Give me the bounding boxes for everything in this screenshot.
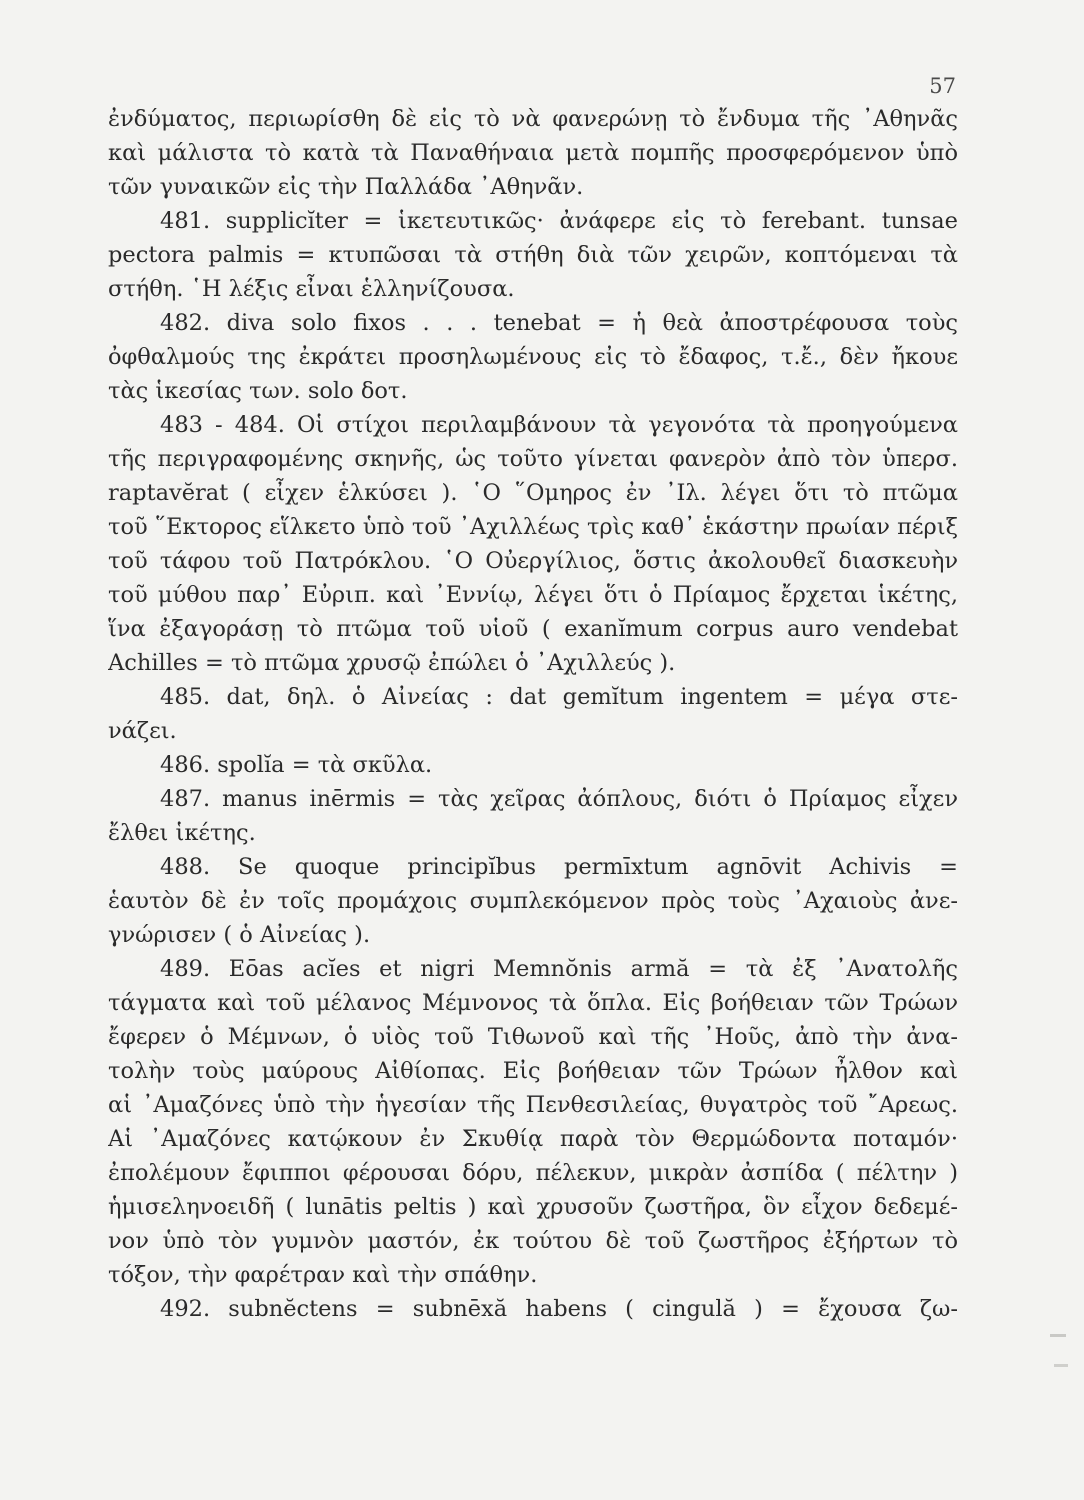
text-line: τοῦ ῞Εκτορος εἵλκετο ὑπὸ τοῦ ᾿Αχιλλέως τρὶς καθ᾿ ἑκάστην πρωίαν πέριξ [108,514,958,540]
text-line: ὀφθαλμούς της ἐκράτει προσηλωμένους εἰς τὸ ἔδαφος, τ.ἔ., δὲν ἤκουε [108,344,958,370]
text-line: τάγματα καὶ τοῦ μέλανος Μέμνονος τὰ ὅπλα. Εἰς βοήθειαν τῶν Τρώων [108,990,958,1016]
text-line: pectora palmis = κτυπῶσαι τὰ στήθη διὰ τῶν χειρῶν, κοπτόμεναι τὰ [108,242,958,268]
text-line: ἑαυτὸν δὲ ἐν τοῖς προμάχοις συμπλεκόμενον πρὸς τοὺς ᾿Αχαιοὺς ἀνε- [108,888,958,914]
text-line: ἔφερεν ὁ Μέμνων, ὁ υἱὸς τοῦ Τιθωνοῦ καὶ τῆς ᾿Ηοῦς, ἀπὸ τὴν ἀνα- [108,1024,958,1050]
text-line: 482. diva solo fixos . . . tenebat = ἡ θεὰ ἀποστρέφουσα τοὺς [160,310,958,336]
text-line: 492. subnĕctens = subnēxă habens ( cingulă ) = ἔχουσα ζω- [160,1296,958,1322]
text-line: ἔλθει ἱκέτης. [108,820,256,846]
text-line: γνώρισεν ( ὁ Αἰνείας ). [108,922,371,948]
page-text-block [108,102,958,1326]
text-line: ἐνδύματος, περιωρίσθη δὲ εἰς τὸ νὰ φανερώνῃ τὸ ἔνδυμα τῆς ᾿Αθηνᾶς [108,106,958,132]
page-number: 57 [929,74,956,98]
text-line: τόξον, τὴν φαρέτραν καὶ τὴν σπάθην. [108,1262,538,1288]
text-line: καὶ μάλιστα τὸ κατὰ τὰ Παναθήναια μετὰ πομπῆς προσφερόμενον ὑπὸ [108,140,958,166]
text-line: 488. Se quoque principĭbus permīxtum agnōvit Achivis = [160,854,958,880]
text-line: 487. manus inērmis = τὰς χεῖρας ἀόπλους, διότι ὁ Πρίαμος εἶχεν [160,786,958,812]
text-line: νον ὑπὸ τὸν γυμνὸν μαστόν, ἐκ τούτου δὲ τοῦ ζωστῆρος ἐξήρτων τὸ [108,1228,958,1254]
text-line: αἱ ᾿Αμαζόνες ὑπὸ τὴν ἡγεσίαν τῆς Πενθεσιλείας, θυγατρὸς τοῦ ῎Αρεως. [108,1092,958,1118]
text-line: ἐπολέμουν ἔφιπποι φέρουσαι δόρυ, πέλεκυν, μικρὰν ἀσπίδα ( πέλτην ) [108,1160,958,1186]
text-line: στήθη. ῾Η λέξις εἶναι ἑλληνίζουσα. [108,276,515,302]
text-line: 489. Eōas acĭes et nigri Memnŏnis armă = τὰ ἐξ ᾿Ανατολῆς [160,956,958,982]
text-line: Αἱ ᾿Αμαζόνες κατῴκουν ἐν Σκυθίᾳ παρὰ τὸν Θερμώδοντα ποταμόν· [108,1126,958,1152]
text-line: 481. supplicĭter = ἱκετευτικῶς· ἀνάφερε εἰς τὸ ferebant. tunsae [160,208,958,234]
text-line: νάζει. [108,718,177,744]
text-line: 483 - 484. Οἱ στίχοι περιλαμβάνουν τὰ γεγονότα τὰ προηγούμενα [160,412,958,438]
text-line: τὰς ἱκεσίας των. solo δοτ. [108,378,408,404]
text-line: raptavĕrat ( εἶχεν ἑλκύσει ). ῾Ο ῞Ομηρος ἐν ᾿Ιλ. λέγει ὅτι τὸ πτῶμα [108,480,958,506]
text-line: 485. dat, δηλ. ὁ Αἰνείας : dat gemĭtum ingentem = μέγα στε- [160,684,958,710]
text-line: ἡμισεληνοειδῆ ( lunātis peltis ) καὶ χρυσοῦν ζωστῆρα, ὃν εἶχον δεδεμέ- [108,1194,958,1220]
text-line: 486. spolĭa = τὰ σκῦλα. [160,752,433,778]
text-line: τοῦ τάφου τοῦ Πατρόκλου. ῾Ο Οὐεργίλιος, ὅστις ἀκολουθεῖ διασκευὴν [108,548,958,574]
text-line: τῶν γυναικῶν εἰς τὴν Παλλάδα ᾿Αθηνᾶν. [108,174,584,200]
text-line: Achilles = τὸ πτῶμα χρυσῷ ἐπώλει ὁ ᾿Αχιλλεύς ). [108,650,676,676]
text-line: τῆς περιγραφομένης σκηνῆς, ὡς τοῦτο γίνεται φανερὸν ἀπὸ τὸν ὑπερσ. [108,446,958,472]
text-line: τολὴν τοὺς μαύρους Αἰθίοπας. Εἰς βοήθειαν τῶν Τρώων ἦλθον καὶ [108,1058,958,1084]
text-line: τοῦ μύθου παρ᾿ Εὐριπ. καὶ ᾿Εννίῳ, λέγει ὅτι ὁ Πρίαμος ἔρχεται ἱκέτης, [108,582,958,608]
page-edge-stain [1044,1330,1084,1390]
text-line: ἵνα ἐξαγοράσῃ τὸ πτῶμα τοῦ υἱοῦ ( exanĭmum corpus auro vendebat [108,616,958,642]
